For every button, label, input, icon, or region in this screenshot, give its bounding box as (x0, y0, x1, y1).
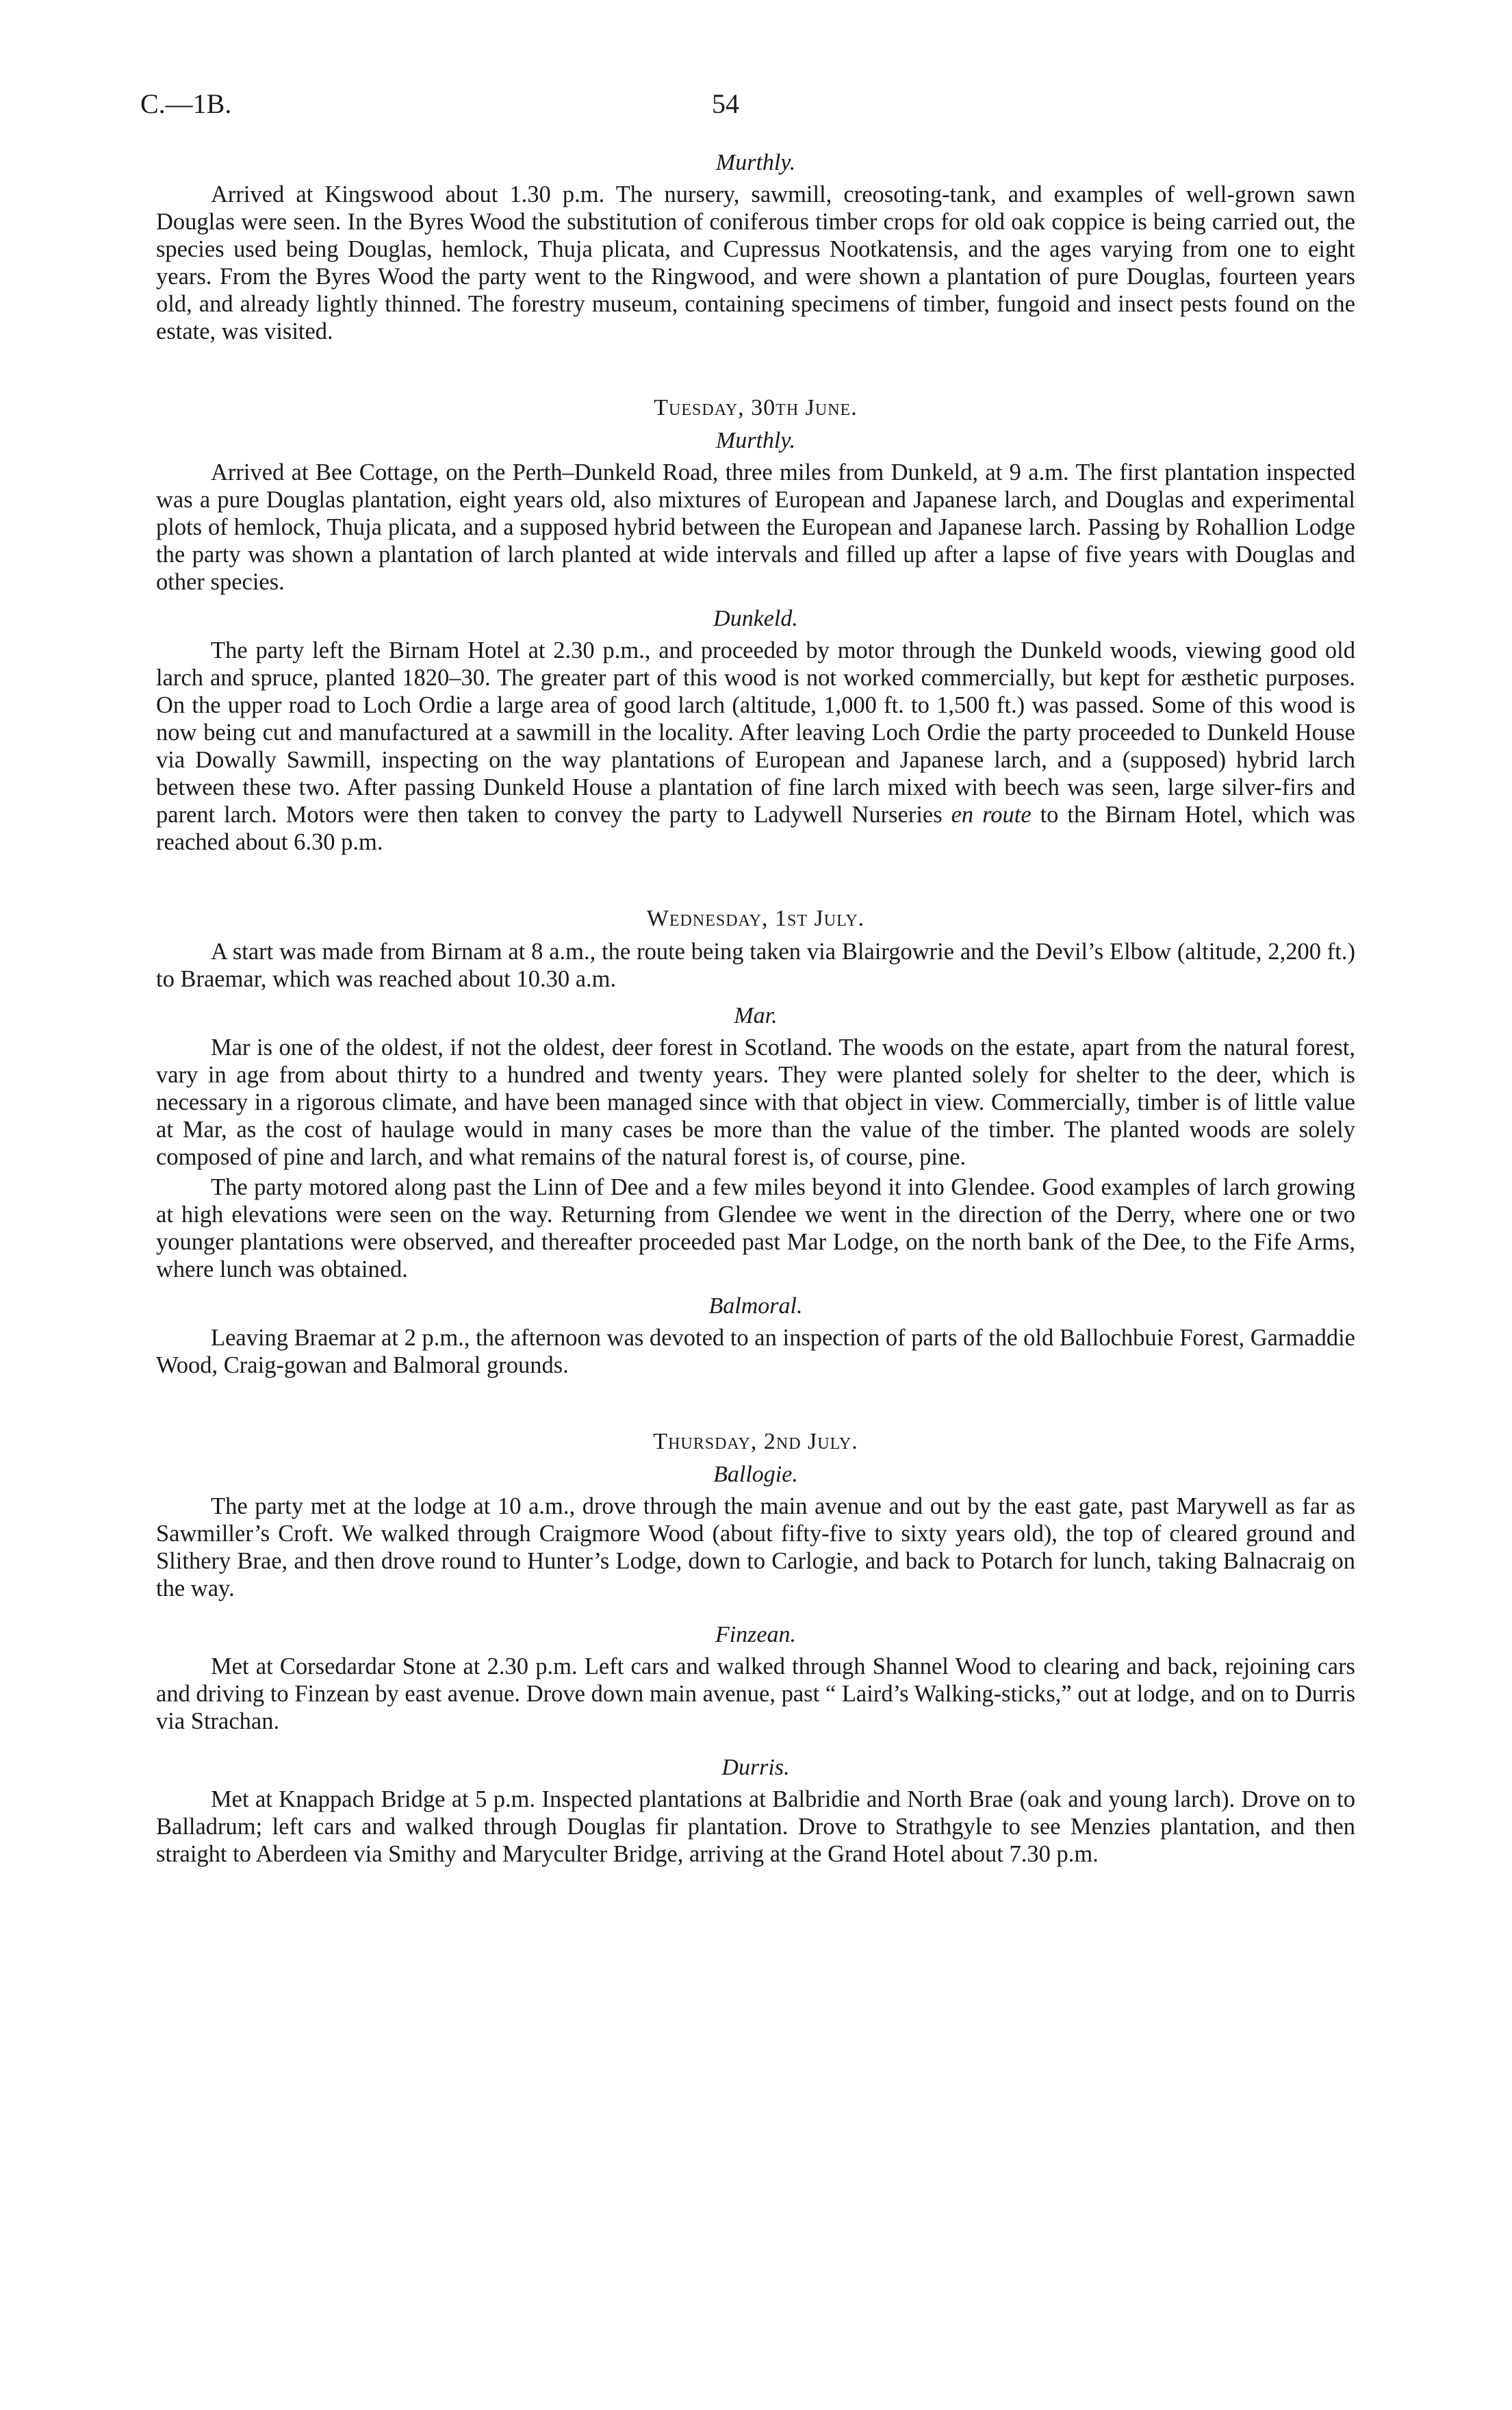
dunkeld-text-b: to the Birnam Hotel, which was reached about 6.30 p.m. (156, 802, 1355, 855)
paragraph-dunkeld (156, 637, 1355, 856)
paragraph-mar-2: The party motored along past the Linn of Dee and a few miles beyond it into Glendee. Good examples of larch growing at high elevations were seen on the way. Returning from Glendee we went in the direction of the Derry, where one or two younger plantations were observed, and thereafter proceeded past Mar Lodge, on the north bank of the Dee, to the Fife Arms, where lunch was obtained. (156, 1174, 1355, 1282)
place-heading-murthly-2: Murthly. (715, 428, 796, 453)
place-heading-balmoral: Balmoral. (708, 1293, 803, 1319)
place-heading-durris: Durris. (721, 1755, 790, 1780)
document-reference: C.—1B. (140, 88, 232, 119)
paragraph-murthly-kingswood: Arrived at Kingswood about 1.30 p.m. The nursery, sawmill, creosoting-tank, and examples of well-grown sawn Douglas were seen. In the Byres Wood the substitution of coniferous timber crops for old oak coppice is being carried out, the species used being Douglas, hemlock, Thuja plicata, and Cupressus Nootkatensis, and the ages varying from one to eight years. From the Byres Wood the party went to the Ringwood, and were shown a plantation of pure Douglas, fourteen years old, and already lightly thinned. The forestry museum, containing specimens of timber, fungoid and insect pests found on the estate, was visited. (156, 181, 1355, 344)
place-heading-dunkeld: Dunkeld. (713, 606, 798, 631)
spacer (156, 355, 1355, 394)
day-heading-thursday: Thursday, 2nd July. (653, 1429, 858, 1454)
spacer (156, 1612, 1355, 1621)
spacer (156, 1745, 1355, 1754)
dunkeld-text-a: The party left the Birnam Hotel at 2.30 p.m., and proceeded by motor through the Dunkeld woods, viewing good old larch and spruce, planted 1820–30. The greater part of this wood is not worked commercially, but kept for æsthetic purposes. On the upper road to Loch Ordie a large area of good larch (altitude, 1,000 ft. to 1,500 ft.) was passed. Some of this wood is now being cut and manufactured at a sawmill in the locality. After leaving Loch Ordie the party proceeded to Dunkeld House via Dowally Sawmill, inspecting on the way plantations of European and Japanese larch, and a (supposed) hybrid larch between these two. After passing Dunkeld House a plantation of fine larch mixed with beech was seen, large silver-firs and parent larch. Motors were then taken to convey the party to Ladywell Nurseries (156, 637, 1355, 828)
page-body (156, 149, 1355, 1877)
paragraph-balmoral: Leaving Braemar at 2 p.m., the afternoon was devoted to an inspection of parts of the old Ballochbuie Forest, Garmaddie Wood, Craig-gowan and Balmoral grounds. (156, 1325, 1355, 1378)
paragraph-murthly-bee-cottage: Arrived at Bee Cottage, on the Perth–Dunkeld Road, three miles from Dunkeld, at 9 a.m. The first plantation inspected was a pure Douglas plantation, eight years old, also mixtures of European and Japanese larch, and Douglas and experimental plots of hemlock, Thuja plicata, and a supposed hybrid between the European and Japanese larch. Passing by Rohallion Lodge the party was shown a plantation of larch planted at wide intervals and filled up after a lapse of five years with Douglas and other species. (156, 459, 1355, 595)
spacer (156, 865, 1355, 905)
spacer (156, 1388, 1355, 1428)
paragraph-finzean: Met at Corsedardar Stone at 2.30 p.m. Left cars and walked through Shannel Wood to clearing and back, rejoining cars and driving to Finzean by east avenue. Drove down main avenue, past “ Laird’s Walking-sticks,” out at lodge, and on to Durris via Strachan. (156, 1653, 1355, 1734)
place-heading-finzean: Finzean. (715, 1622, 797, 1647)
day-heading-tuesday: Tuesday, 30th June. (654, 395, 858, 420)
paragraph-wednesday-start: A start was made from Birnam at 8 a.m., the route being taken via Blairgowrie and the Devil’s Elbow (altitude, 2,200 ft.) to Braemar, which was reached about 10.30 a.m. (156, 939, 1355, 992)
place-heading-ballogie: Ballogie. (713, 1462, 798, 1487)
paragraph-durris: Met at Knappach Bridge at 5 p.m. Inspected plantations at Balbridie and North Brae (oak and young larch). Drove on to Balladrum; left cars and walked through Douglas fir plantation. Drove to Strathgyle to see Menzies plantation, and then straight to Aberdeen via Smithy and Maryculter Bridge, arriving at the Grand Hotel about 7.30 p.m. (156, 1786, 1355, 1867)
page-header (0, 88, 1512, 129)
paragraph-ballogie: The party met at the lodge at 10 a.m., drove through the main avenue and out by the east gate, past Marywell as far as Sawmiller’s Croft. We walked through Craigmore Wood (about fifty-five to sixty years old), the top of cleared ground and Slithery Brae, and then drove round to Hunter’s Lodge, down to Carlogie, and back to Potarch for lunch, taking Balnacraig on the way. (156, 1493, 1355, 1601)
page-number: 54 (712, 88, 739, 119)
en-route-phrase: en route (951, 802, 1032, 828)
place-heading-murthly: Murthly. (715, 150, 796, 175)
day-heading-wednesday: Wednesday, 1st July. (646, 906, 865, 931)
place-heading-mar: Mar. (734, 1003, 778, 1028)
paragraph-mar-1: Mar is one of the oldest, if not the oldest, deer forest in Scotland. The woods on the estate, apart from the natural forest, vary in age from about thirty to a hundred and twenty years. They were planted solely for shelter to the deer, which is necessary in a rigorous climate, and have been managed since with that object in view. Commercially, timber is of little value at Mar, as the cost of haulage would in many cases be more than the value of the timber. The planted woods are solely composed of pine and larch, and what remains of the natural forest is, of course, pine. (156, 1035, 1355, 1170)
